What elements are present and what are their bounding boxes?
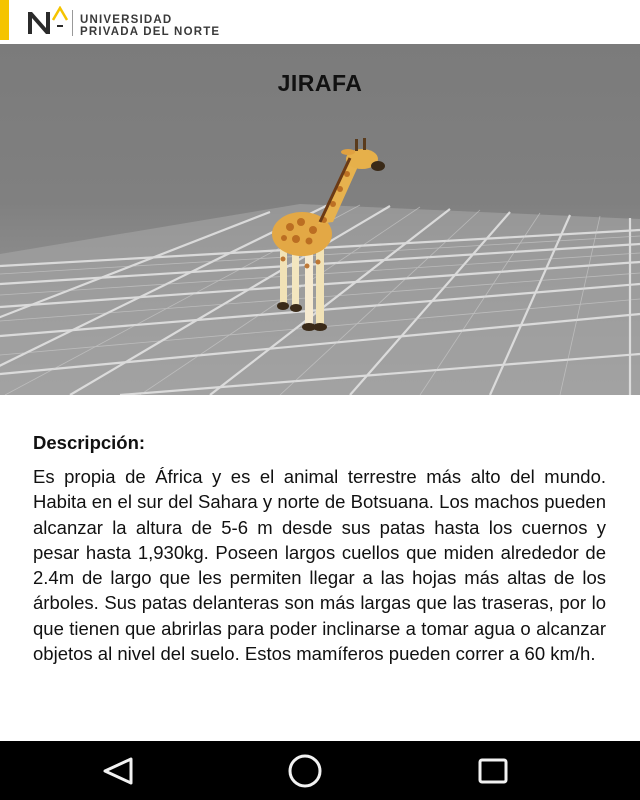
back-triangle-icon xyxy=(101,756,135,786)
back-button[interactable] xyxy=(68,741,168,800)
logo-text-line1: UNIVERSIDAD xyxy=(80,14,173,26)
animal-title: JIRAFA xyxy=(277,70,363,96)
app-header xyxy=(0,0,640,44)
description-body: Es propia de África y es el animal terrestre más alto del mundo. Habita en el sur del Sahara y norte de Botsuana. Los machos pueden alcanzar la altura de 5-6 m desde sus patas hasta los cuernos y pesar hasta 1,930kg. Poseen largos cuellos que miden alrededor de 2.4m de largo que les permiten llegar a las hojas más altas de los árboles. Sus patas delanteras son más largas que las traseras, por lo que tienen que abrirlas para poder inclinarse a tomar agua o alcanzar objetos al nivel del suelo. Estos mamíferos pueden correr a 60 km/h. xyxy=(33,466,606,665)
home-circle-icon xyxy=(285,751,325,791)
android-nav-bar xyxy=(0,741,640,800)
logo-divider xyxy=(72,10,73,36)
description-heading: Descripción: xyxy=(33,432,146,453)
accent-bar xyxy=(0,0,9,40)
recents-button[interactable] xyxy=(443,741,543,800)
logo-text-line2: PRIVADA DEL NORTE xyxy=(80,26,221,38)
recents-square-icon xyxy=(475,753,511,789)
upn-logo-icon xyxy=(24,6,74,38)
home-button[interactable] xyxy=(255,741,355,800)
